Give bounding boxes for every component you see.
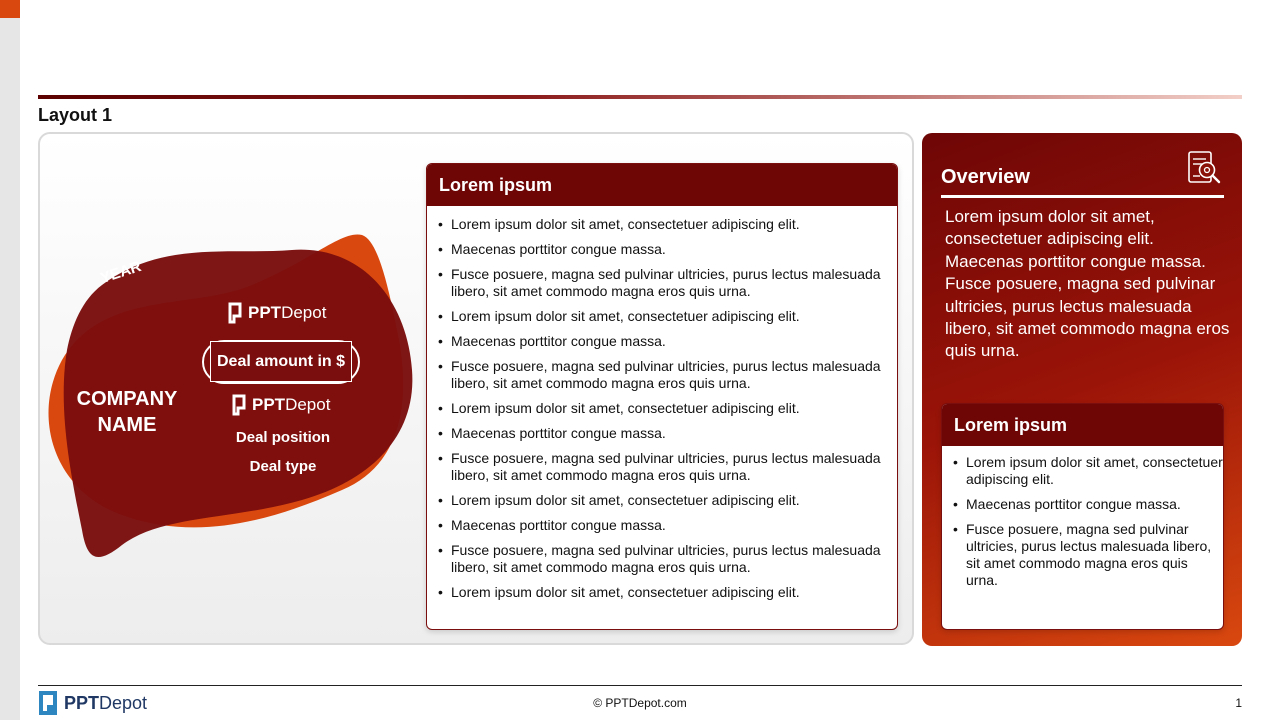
middle-card-list [427,206,897,601]
right-card [941,403,1224,630]
title-rule [38,95,1242,99]
list-item: • Lorem ipsum dolor sit amet, consectetuer adipiscing elit. [427,216,897,233]
list-item: • Lorem ipsum dolor sit amet, consectetuer adipiscing elit. [942,454,1223,488]
list-item: • Lorem ipsum dolor sit amet, consectetuer adipiscing elit. [427,400,897,417]
logo-brand-rest: Depot [285,395,331,414]
logo-brand-bold: PPT [248,303,282,322]
middle-card-title: Lorem ipsum [427,164,897,206]
list-item: • Maecenas porttitor congue massa. [427,241,897,258]
list-item: • Maecenas porttitor congue massa. [942,496,1223,513]
pptdepot-logo-bottom [232,394,330,416]
list-item: • Fusce posuere, magna sed pulvinar ultricies, purus lectus malesuada libero, sit amet commodo magna eros quis urna. [942,521,1223,589]
page-title: Layout 1 [38,105,113,125]
pptdepot-footer-logo-icon [38,690,58,716]
overview-text: Lorem ipsum dolor sit amet, consectetuer adipiscing elit. Maecenas porttitor congue massa. Fusce posuere, magna sed pulvinar ultricies, purus lectus malesuada libero, sit amet commodo magna eros quis urna. [945,207,1230,361]
company-name-line2: NAME [97,414,157,436]
deal-type: Deal type [249,458,317,475]
logo-brand-rest: Depot [281,303,327,322]
deal-amount: Deal amount in $ [210,341,352,382]
company-name-line1: COMPANY [76,388,178,410]
overview-divider [941,195,1224,198]
footer-brand-rest: Depot [99,692,148,713]
deal-position: Deal position [235,429,331,446]
company-name [66,386,188,438]
pptdepot-logo-top [228,302,326,324]
list-item: • Lorem ipsum dolor sit amet, consectetuer adipiscing elit. [427,584,897,601]
overview-title: Overview [941,166,1030,188]
list-item: • Fusce posuere, magna sed pulvinar ultricies, purus lectus malesuada libero, sit amet commodo magna eros quis urna. [427,358,897,392]
list-item: • Lorem ipsum dolor sit amet, consectetuer adipiscing elit. [427,492,897,509]
logo-brand-bold: PPT [252,395,286,414]
list-item: • Maecenas porttitor congue massa. [427,517,897,534]
list-item: • Maecenas porttitor congue massa. [427,333,897,350]
footer-copyright: © PPTDepot.com [593,696,687,710]
middle-card [426,163,898,630]
right-card-title: Lorem ipsum [942,404,1223,446]
list-item: • Maecenas porttitor congue massa. [427,425,897,442]
year-label: YEAR [98,257,144,288]
page-number: 1 [1235,696,1242,710]
pptdepot-logo-icon [228,302,242,324]
side-strip [0,0,20,720]
footer-logo [38,690,147,716]
footer-brand-bold: PPT [64,692,100,713]
list-item: • Lorem ipsum dolor sit amet, consectetuer adipiscing elit. [427,308,897,325]
list-item: • Fusce posuere, magna sed pulvinar ultricies, purus lectus malesuada libero, sit amet commodo magna eros quis urna. [427,450,897,484]
list-item: • Fusce posuere, magna sed pulvinar ultricies, purus lectus malesuada libero, sit amet commodo magna eros quis urna. [427,542,897,576]
pptdepot-logo-icon [232,394,246,416]
list-item: • Fusce posuere, magna sed pulvinar ultricies, purus lectus malesuada libero, sit amet commodo magna eros quis urna. [427,266,897,300]
footer-rule [38,685,1242,686]
document-search-icon [1186,150,1224,188]
corner-tab [0,0,20,18]
right-card-list [942,446,1223,589]
